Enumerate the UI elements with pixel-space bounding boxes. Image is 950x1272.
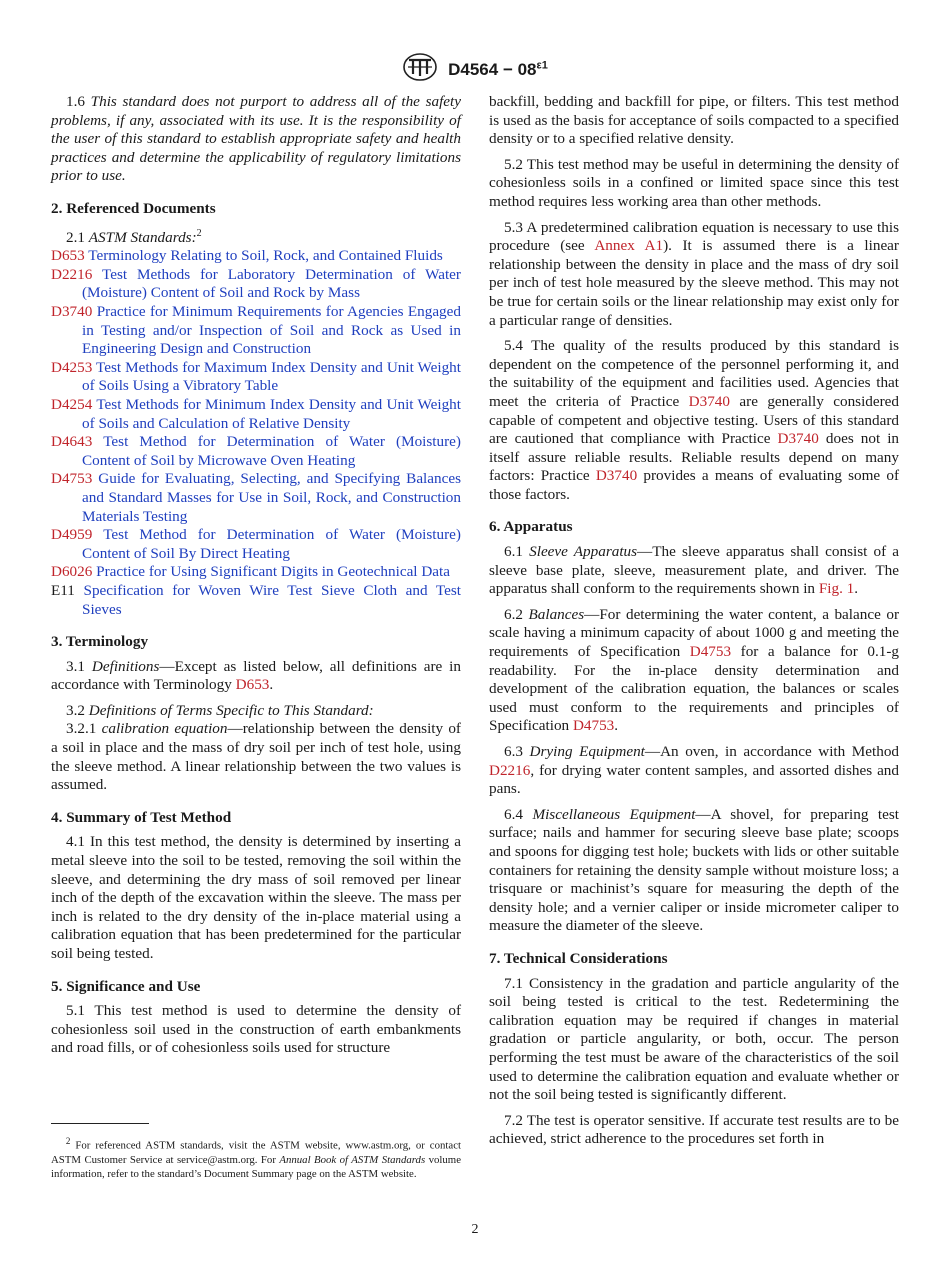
link-d3740[interactable]: D3740 — [688, 392, 730, 410]
link-d653[interactable]: D653 — [235, 676, 270, 694]
footnote-divider — [51, 1123, 149, 1124]
link-d4753[interactable]: D4753 — [572, 717, 615, 735]
section-6-title: 6. Apparatus — [489, 518, 573, 536]
reference-code[interactable]: D6026 — [51, 563, 93, 581]
link-d4753[interactable]: D4753 — [689, 643, 732, 661]
para-5-4: 5.4 The quality of the results produced by this standard is dependent on the competence of the personnel performing it, and the suitability of the equipment and facilities used. Agencies that meet the criteria of Practice D3740 are generally considered capable of competent and objective testing. Users of this standard are cautioned that compliance with Practice D3740 does not in itself assure reliable results. Reliable results depend on many factors: Practice D3740 provides a means of evaluating some of those factors. — [489, 337, 900, 503]
para-5-1-cont: backfill, bedding and backfill for pipe, or filters. This test method is used as the basis for acceptance of soils compacted to a specified density or to a specified relative density. — [489, 93, 899, 148]
reference-title[interactable]: Test Method for Determination of Water (Moisture) Content of Soil By Direct Heating — [82, 526, 461, 562]
reference-item[interactable] — [51, 563, 461, 582]
page-header — [0, 52, 950, 87]
reference-title[interactable]: Practice for Using Significant Digits in Geotechnical Data — [96, 563, 450, 581]
reference-item[interactable] — [51, 582, 461, 619]
page-number: 2 — [471, 1222, 479, 1237]
reference-code[interactable]: D4959 — [51, 526, 93, 544]
reference-code[interactable]: D653 — [51, 247, 85, 265]
para-3-2-1: 3.2.1 calibration equation—relationship between the density of a soil in place and the mass of dry soil per inch of test hole, using the sleeve method. A linear relationship between the two values is assumed. — [51, 720, 461, 794]
reference-code[interactable]: E11 — [51, 581, 75, 599]
reference-code[interactable]: D4753 — [51, 470, 93, 488]
para-7-2: 7.2 The test is operator sensitive. If accurate test results are to be achieved, strict adherence to the procedures set forth in — [489, 1111, 899, 1148]
link-fig-1[interactable]: Fig. 1 — [818, 580, 855, 598]
reference-item[interactable] — [51, 396, 461, 433]
section-2-title: 2. Referenced Documents — [51, 199, 216, 217]
reference-title[interactable]: Test Method for Determination of Water (Moisture) Content of Soil by Microwave Oven Heating — [82, 433, 461, 469]
para-6-2: 6.2 Balances—For determining the water content, a balance or scale having a minimum capacity of about 1000 g and meeting the requirements of Specification D4753 for a balance for 0.1-g readability. For the in-place density determination and development of the calibration equation, the balances or scales used must conform to the requirements and principles of Specification D4753. — [489, 605, 900, 735]
designation: $D4564 - 08^{\varepsilon 1}$ — [448, 59, 548, 79]
astm-logo-icon — [402, 52, 438, 87]
reference-title[interactable]: Terminology Relating to Soil, Rock, and Contained Fluids — [88, 247, 443, 265]
link-d3740[interactable]: D3740 — [595, 467, 638, 485]
para-5-3: 5.3 A predetermined calibration equation is necessary to use this procedure (see Annex A1). It is assumed there is a linear relationship between the density in place and the mass of dry soil per inch of test hole measured by the sleeve method. This may not be true for certain soils or the linear relationship may exist only for a particular range of densities. — [489, 218, 899, 329]
para-1-6: 1.6 This standard does not purport to address all of the safety problems, if any, associated with its use. It is the responsibility of the user of this standard to establish appropriate safety and health practices and determine the applicability of regulatory limitations prior to use. — [51, 93, 462, 185]
reference-title[interactable]: Test Methods for Maximum Index Density and Unit Weight of Soils Using a Vibratory Table — [82, 358, 461, 395]
para-5-2: 5.2 This test method may be useful in determining the density of cohesionless soils in a confined or limited space since this test method requires less working area than other methods. — [489, 155, 899, 210]
para-4-1: 4.1 In this test method, the density is determined by inserting a metal sleeve into the soil to be tested, removing the soil within the sleeve, and determining the dry mass of soil removed per linear inch of the depth of the excavation within the sleeve. The mass per inch is related to the dry density of the in-place material using a calibration equation that has been predetermined for the particular soil being tested. — [51, 833, 461, 962]
para-6-4: 6.4 Miscellaneous Equipment—A shovel, for preparing test surface; nails and hammer for securing sleeve base plate; scoops and spoons for digging test hole; buckets with lids or other suitable containers for retaining the density sample without moisture loss; a trisquare or machinist’s square for measuring the depth of the density hole; and a vernier caliper or inside micrometer caliper to measure the diameter of the sleeve. — [489, 805, 899, 935]
reference-code[interactable]: D4253 — [51, 358, 93, 376]
reference-title[interactable]: Guide for Evaluating, Selecting, and Specifying Balances and Standard Masses for Use in Soil, Rock, and Construction Materials Testing — [82, 470, 462, 525]
reference-item[interactable] — [51, 266, 461, 303]
para-3-1: 3.1 Definitions—Except as listed below, all definitions are in accordance with Terminology D653. — [51, 657, 461, 694]
para-5-1: 5.1 This test method is used to determine the density of cohesionless soil used in the construction of earth embankments and road fills, or of cohesionless soils used for structure — [51, 1002, 461, 1057]
right-column — [489, 93, 899, 1156]
reference-code[interactable]: D2216 — [51, 265, 93, 283]
reference-item[interactable] — [51, 359, 461, 396]
reference-item[interactable] — [51, 433, 461, 470]
reference-code[interactable]: D3740 — [51, 303, 93, 320]
reference-title[interactable]: Test Methods for Laboratory Determination of Water (Moisture) Content of Soil and Rock by Mass — [82, 265, 461, 302]
link-d2216[interactable]: D2216 — [489, 761, 531, 779]
link-d3740[interactable]: D3740 — [777, 430, 819, 448]
reference-item[interactable] — [51, 303, 461, 359]
reference-code[interactable]: D4643 — [51, 433, 93, 451]
reference-title[interactable]: Test Methods for Minimum Index Density and Unit Weight of Soils and Calculation of Relative Density — [82, 395, 461, 432]
reference-item[interactable] — [51, 526, 461, 563]
reference-code[interactable]: D4254 — [51, 395, 93, 413]
section-3-title: 3. Terminology — [51, 633, 149, 651]
para-7-1: 7.1 Consistency in the gradation and particle angularity of the soil being tested is critical to the test. Redetermining the calibration equation may be required if changes in material gradation or particle angularity, or both, occur. The person performing the test must be aware of the characteristics of the soil used to determine the calibration equation and evaluate whether or not the soil being tested is significantly different. — [489, 974, 899, 1104]
para-6-1: 6.1 Sleeve Apparatus—The sleeve apparatus shall consist of a sleeve base plate, sleeve, measurement plate, and driver. The apparatus shall conform to the requirements shown in Fig. 1. — [489, 543, 900, 598]
section-7-title: 7. Technical Considerations — [489, 949, 668, 967]
para-2-1: 2.1 ASTM Standards:$^2$ — [66, 227, 202, 246]
link-annex-a1[interactable]: Annex A1 — [594, 237, 664, 255]
reference-item[interactable] — [51, 247, 461, 266]
section-5-title: 5. Significance and Use — [51, 977, 201, 995]
reference-title[interactable]: Specification for Woven Wire Test Sieve Cloth and Test Sieves — [82, 581, 462, 618]
footnote: $^2$ For referenced ASTM standards, visit the ASTM website, www.astm.org, or contact ASTM Customer Service at service@astm.org. For Annual Book of ASTM Standards volume information, refer to the standard’s Document Summary page on the ASTM website. — [51, 1136, 461, 1180]
reference-list — [51, 247, 461, 619]
para-3-2: 3.2 Definitions of Terms Specific to This Standard: — [66, 701, 374, 719]
para-6-3: 6.3 Drying Equipment—An oven, in accordance with Method D2216, for drying water content samples, and assorted dishes and pans. — [489, 743, 900, 798]
left-column — [51, 93, 461, 1065]
section-4-title: 4. Summary of Test Method — [51, 808, 232, 826]
reference-item[interactable] — [51, 470, 461, 526]
reference-title[interactable]: Practice for Minimum Requirements for Agencies Engaged in Testing and/or Inspection of Soil and Rock as Used in Engineering Design and Construction — [82, 303, 461, 358]
